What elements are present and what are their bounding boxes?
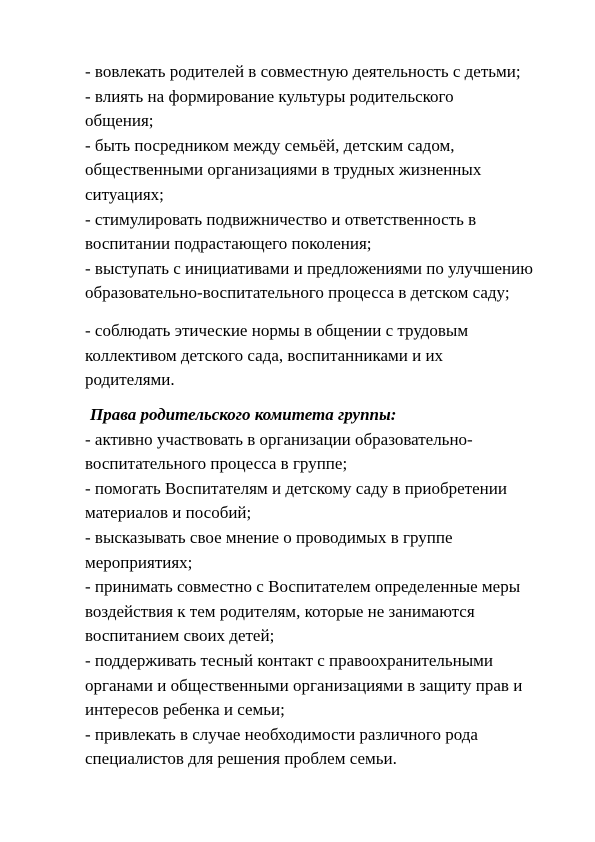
text-line: родителями. bbox=[85, 370, 175, 390]
duties-list bbox=[85, 60, 565, 306]
text-line: общественными организациями в трудных жизненных bbox=[85, 160, 482, 180]
text-line: специалистов для решения проблем семьи. bbox=[85, 749, 397, 769]
text-line: - поддерживать тесный контакт с правоохранительными bbox=[85, 650, 493, 670]
section-heading: Права родительского комитета группы: bbox=[90, 405, 397, 424]
text-line: ситуациях; bbox=[85, 184, 164, 204]
text-line: - помогать Воспитателям и детскому саду в приобретении bbox=[85, 478, 507, 498]
text-line: - выступать с инициативами и предложениями по улучшению bbox=[85, 258, 533, 278]
text-line: - привлекать в случае необходимости различного рода bbox=[85, 724, 478, 744]
text-line: - вовлекать родителей в совместную деятельность с детьми; bbox=[85, 62, 521, 81]
text-line: воспитательного процесса в группе; bbox=[85, 454, 348, 474]
text-line: коллективом детского сада, воспитанниками и их bbox=[85, 345, 444, 365]
text-line: - принимать совместно с Воспитателем определенные меры bbox=[85, 577, 521, 597]
text-line: органами и общественными организациями в защиту прав и bbox=[85, 675, 523, 695]
text-line: воспитанием своих детей; bbox=[85, 626, 275, 646]
text-line: воздействия к тем родителям, которые не занимаются bbox=[85, 601, 475, 621]
text-line: - влиять на формирование культуры родительского bbox=[85, 86, 454, 106]
text-line: общения; bbox=[85, 111, 154, 131]
text-line: интересов ребенка и семьи; bbox=[85, 700, 285, 720]
text-line: - активно участвовать в организации образовательно- bbox=[85, 429, 473, 449]
rights-section bbox=[85, 403, 565, 772]
text-line: мероприятиях; bbox=[85, 552, 193, 572]
ethics-list bbox=[85, 319, 565, 393]
text-line: - стимулировать подвижничество и ответственность в bbox=[85, 209, 477, 229]
text-line: - соблюдать этические нормы в общении с трудовым bbox=[85, 321, 469, 340]
text-line: - быть посредником между семьёй, детским садом, bbox=[85, 135, 455, 155]
text-line: материалов и пособий; bbox=[85, 503, 252, 523]
text-line: - высказывать свое мнение о проводимых в группе bbox=[85, 527, 453, 547]
text-line: образовательно-воспитательного процесса в детском саду; bbox=[85, 283, 510, 303]
text-line: воспитании подрастающего поколения; bbox=[85, 234, 372, 254]
